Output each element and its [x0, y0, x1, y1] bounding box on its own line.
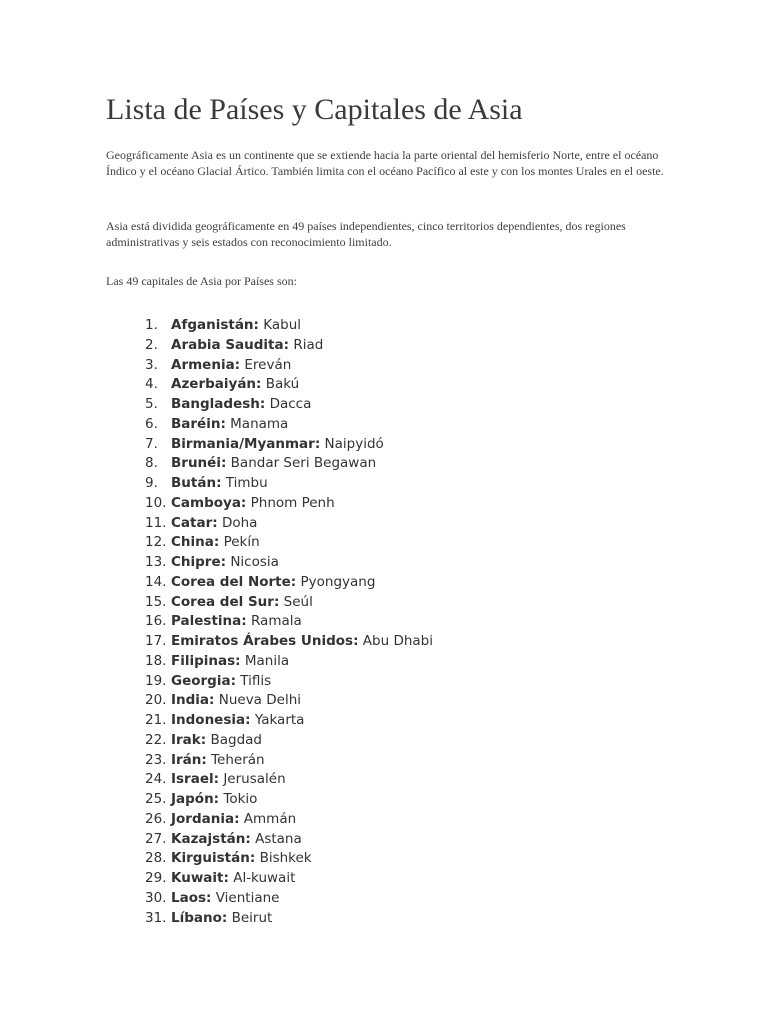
- country-name: Baréin:: [171, 415, 226, 432]
- capital-name: Doha: [221, 514, 258, 531]
- list-item-entry: [171, 435, 384, 455]
- list-item-entry: [171, 514, 257, 534]
- list-item-number: 6.: [145, 415, 158, 432]
- list-item-number: 24.: [145, 771, 167, 788]
- list-item-number: 21.: [145, 712, 167, 728]
- list-item-number: 11.: [145, 514, 167, 531]
- list-item-entry: [171, 316, 301, 336]
- capital-name: Tiflis: [240, 672, 272, 689]
- list-item-number: 12.: [145, 534, 167, 551]
- list-item-number: 3.: [145, 356, 158, 373]
- list-item-number: 30.: [145, 889, 167, 906]
- capital-name: Yakarta: [254, 712, 305, 728]
- list-item-entry: [171, 336, 323, 356]
- capital-name: Pekín: [223, 534, 260, 551]
- list-item-number: 18.: [145, 652, 167, 669]
- country-name: Líbano:: [171, 909, 228, 926]
- list-item-number: 19.: [145, 672, 167, 689]
- capital-name: Jerusalén: [223, 771, 286, 788]
- country-name: Corea del Sur:: [171, 593, 280, 610]
- country-name: Arabia Saudita:: [171, 336, 290, 353]
- list-item-entry: [171, 731, 262, 751]
- country-name: Kuwait:: [171, 870, 229, 886]
- list-item-entry: [171, 612, 302, 632]
- capital-name: Bishkek: [259, 850, 312, 867]
- country-name: Laos:: [171, 889, 212, 906]
- country-name: Filipinas:: [171, 652, 241, 669]
- capital-name: Seúl: [283, 593, 313, 610]
- list-item-entry: [171, 711, 304, 731]
- capital-name: Tokio: [223, 791, 258, 807]
- country-name: Chipre:: [171, 554, 227, 570]
- list-item-entry: [171, 474, 268, 494]
- list-item-entry: [171, 810, 296, 830]
- list-item-number: 13.: [145, 554, 167, 570]
- country-name: Georgia:: [171, 672, 236, 689]
- list-item-number: 29.: [145, 870, 167, 886]
- list-item-entry: [171, 593, 313, 613]
- capital-name: Ramala: [250, 613, 302, 630]
- capital-name: Kabul: [263, 317, 302, 333]
- list-item-entry: [171, 632, 433, 652]
- list-item-entry: [171, 790, 257, 810]
- capital-name: Ammán: [243, 810, 297, 827]
- country-name: Indonesia:: [171, 712, 251, 728]
- capital-name: Bandar Seri Begawan: [230, 455, 377, 472]
- country-name: Afganistán:: [171, 317, 259, 333]
- capital-name: Abu Dhabi: [362, 633, 433, 649]
- list-item-number: 1.: [145, 317, 158, 333]
- list-item-number: 2.: [145, 336, 158, 353]
- capital-name: Astana: [255, 830, 302, 847]
- list-item-number: 8.: [145, 455, 158, 472]
- list-item-entry: [171, 533, 260, 553]
- country-name: Birmania/Myanmar:: [171, 435, 321, 452]
- list-item-entry: [171, 751, 265, 771]
- list-item-number: 14.: [145, 573, 167, 590]
- list-item-entry: [171, 454, 376, 474]
- capital-name: Timbu: [225, 475, 268, 491]
- country-name: Israel:: [171, 771, 220, 788]
- capital-name: Phnom Penh: [250, 494, 335, 511]
- capital-name: Teherán: [211, 751, 265, 768]
- list-item-entry: [171, 889, 279, 909]
- list-item-entry: [171, 909, 272, 929]
- capital-name: Vientiane: [215, 889, 280, 906]
- capital-name: Pyongyang: [300, 573, 376, 590]
- country-name: China:: [171, 534, 220, 551]
- country-name: Japón:: [171, 791, 220, 807]
- list-item-number: 25.: [145, 791, 167, 807]
- country-name: Kazajstán:: [171, 830, 251, 847]
- list-item-number: 7.: [145, 435, 158, 452]
- list-item-entry: [171, 375, 299, 395]
- capital-name: Riad: [293, 336, 324, 353]
- list-item-number: 16.: [145, 613, 167, 630]
- list-item-number: 4.: [145, 376, 158, 393]
- list-item-number: 26.: [145, 810, 167, 827]
- capital-name: Manama: [230, 415, 289, 432]
- capital-name: Al-kuwait: [233, 870, 296, 886]
- list-item-entry: [171, 573, 375, 593]
- list-item-entry: [171, 849, 312, 869]
- list-item-number: 31.: [145, 909, 167, 926]
- list-item-number: 20.: [145, 692, 167, 709]
- capital-name: Nueva Delhi: [218, 692, 302, 709]
- list-item-number: 5.: [145, 396, 158, 412]
- country-name: Irán:: [171, 751, 207, 768]
- capital-name: Bagdad: [210, 731, 262, 748]
- country-name: Palestina:: [171, 613, 247, 630]
- list-item-entry: [171, 494, 335, 514]
- capital-name: Naipyidó: [324, 435, 384, 452]
- capital-name: Bakú: [265, 376, 300, 393]
- country-name: India:: [171, 692, 215, 709]
- list-item-entry: [171, 830, 302, 850]
- list-intro-paragraph: Las 49 capitales de Asia por Países son:: [106, 274, 297, 288]
- country-name: Emiratos Árabes Unidos:: [171, 633, 359, 649]
- list-item-entry: [171, 553, 279, 573]
- list-item-number: 17.: [145, 633, 167, 649]
- page-title: Lista de Países y Capitales de Asia: [106, 93, 523, 126]
- list-item-entry: [171, 415, 288, 435]
- list-item-entry: [171, 691, 301, 711]
- list-item-entry: [171, 770, 286, 790]
- country-name: Camboya:: [171, 494, 247, 511]
- intro-paragraph: Geográficamente Asia es un continente que se extiende hacia la parte oriental del hemisferio Norte, entre el océano Índico y el océano Glacial Ártico. También limita con el océano Pacífico al este y con los montes Urales en el oeste.: [106, 148, 664, 178]
- list-item-entry: [171, 869, 295, 889]
- list-item-entry: [171, 356, 291, 376]
- list-item-number: 22.: [145, 731, 167, 748]
- country-name: Armenia:: [171, 356, 241, 373]
- list-item-number: 10.: [145, 494, 167, 511]
- capital-name: Manila: [244, 652, 290, 669]
- country-name: Bangladesh:: [171, 396, 266, 412]
- list-item-entry: [171, 395, 311, 415]
- capital-name: Beirut: [231, 909, 273, 926]
- capital-name: Nicosia: [230, 554, 279, 570]
- division-paragraph: Asia está dividida geográficamente en 49 países independientes, cinco territorios dependientes, dos regiones administrativas y seis estados con reconocimiento limitado.: [106, 219, 626, 249]
- list-item-number: 15.: [145, 593, 167, 610]
- list-item-entry: [171, 652, 289, 672]
- country-name: Kirguistán:: [171, 850, 256, 867]
- list-item-number: 9.: [145, 475, 158, 491]
- list-item-number: 23.: [145, 751, 167, 768]
- country-name: Catar:: [171, 514, 218, 531]
- list-item-number: 27.: [145, 830, 167, 847]
- country-name: Corea del Norte:: [171, 573, 297, 590]
- country-name: Irak:: [171, 731, 207, 748]
- list-item-entry: [171, 672, 271, 692]
- capital-name: Dacca: [269, 396, 312, 412]
- country-name: Bután:: [171, 475, 222, 491]
- country-name: Jordania:: [171, 810, 240, 827]
- capital-name: Ereván: [244, 356, 292, 373]
- country-name: Brunéi:: [171, 455, 227, 472]
- country-name: Azerbaiyán:: [171, 376, 262, 393]
- list-item-number: 28.: [145, 850, 167, 867]
